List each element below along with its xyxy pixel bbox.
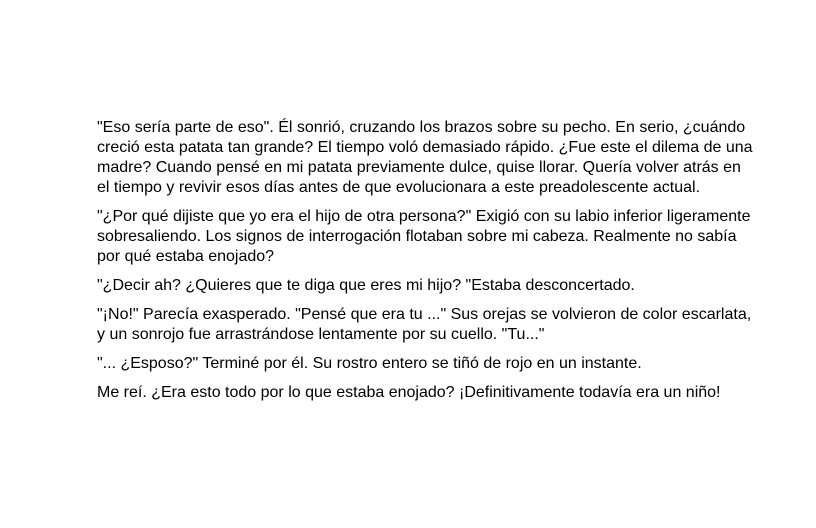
paragraph: Me reí. ¿Era esto todo por lo que estaba enojado? ¡Definitivamente todavía era un niño! xyxy=(97,384,721,401)
paragraph: "Eso sería parte de eso". Él sonrió, cruzando los brazos sobre su pecho. En serio, ¿cuándo creció esta patata tan grande? El tiempo voló demasiado rápido. ¿Fue este el dilema de una madre? Cuando pensé en mi patata previamente dulce, quise llorar. Quería volver atrás en el tiempo y revivir esos días antes de que evolucionara a este preadolescente actual. xyxy=(97,119,753,196)
paragraph: "... ¿Esposo?" Terminé por él. Su rostro entero se tiñó de rojo en un instante. xyxy=(97,355,642,372)
paragraph: "¿Por qué dijiste que yo era el hijo de otra persona?" Exigió con su labio inferior ligeramente sobresaliendo. Los signos de interrogación flotaban sobre mi cabeza. Realmente no sabía por qué estaba enojado? xyxy=(97,208,751,265)
paragraph: "¿Decir ah? ¿Quieres que te diga que eres mi hijo? "Estaba desconcertado. xyxy=(97,277,635,294)
paragraph: "¡No!" Parecía exasperado. "Pensé que era tu ..." Sus orejas se volvieron de color escarlata, y un sonrojo fue arrastrándose lentamente por su cuello. "Tu..." xyxy=(97,306,752,343)
document-body xyxy=(97,118,757,412)
